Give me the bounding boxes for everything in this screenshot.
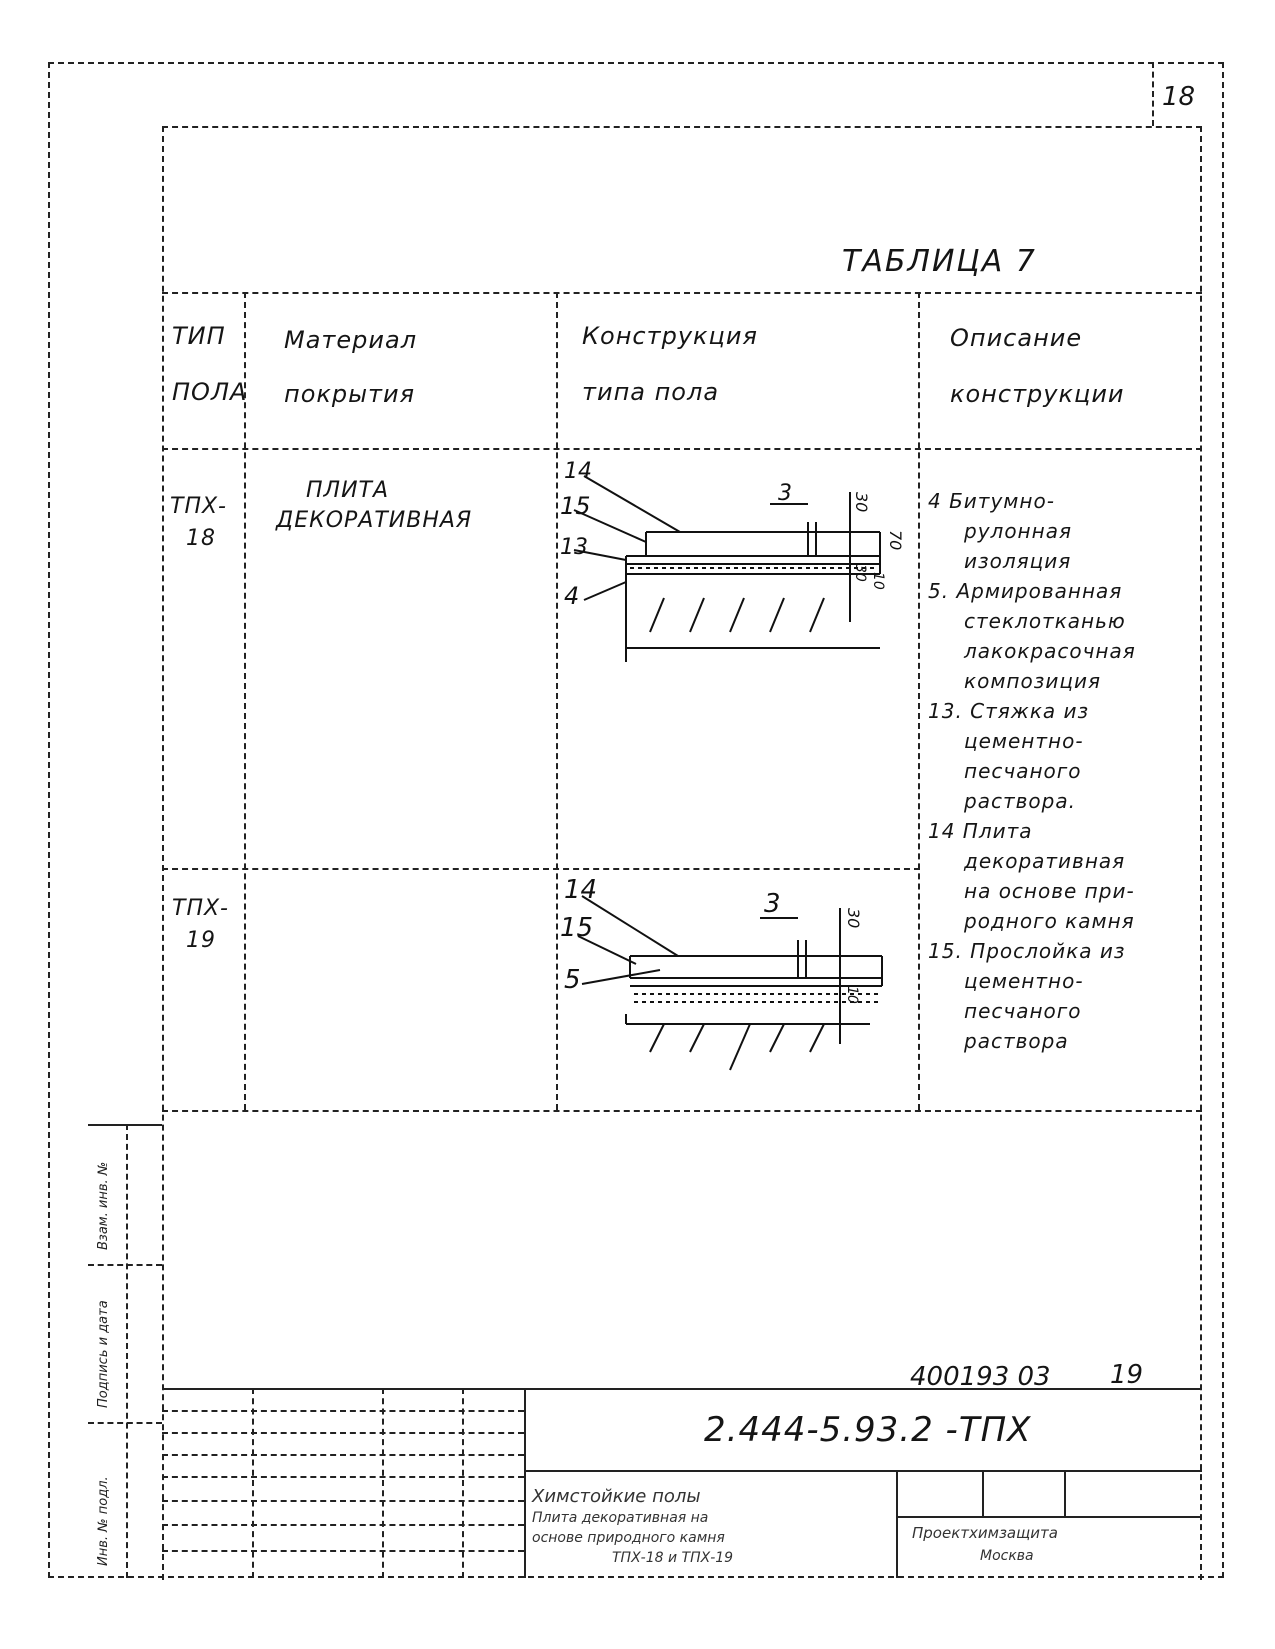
stamp-organization-line2: Москва [980, 1548, 1034, 1564]
stamp-caption-line1: Химстойкие полы [532, 1486, 701, 1507]
sketch2-label-14: 14 [564, 875, 598, 905]
row2-type-line1: ТПХ- [172, 896, 229, 921]
stamp-grid-line [162, 1500, 524, 1502]
side-label-top [88, 1124, 162, 1126]
page-number: 18 [1162, 82, 1196, 112]
stamp-grid-line [162, 1454, 524, 1456]
stamp-left-divider [524, 1388, 526, 1578]
header-description-line2: конструкции [950, 380, 1125, 408]
sketch1-dim-70: 70 [886, 530, 905, 551]
description-line: 5. Армированная [928, 579, 1123, 603]
stamp-code-bottom-line [524, 1470, 1202, 1472]
sketch1-dim-30-top: 30 [852, 492, 871, 513]
stamp-top-line [162, 1388, 1202, 1390]
side-label-replacement: Взам. инв. № [96, 1161, 111, 1250]
stamp-caption-divider [896, 1470, 898, 1578]
stamp-grid-line [162, 1550, 524, 1552]
stamp-grid-line [162, 1476, 524, 1478]
stamp-sheet-divider-2 [1064, 1470, 1066, 1516]
sketch2-dim-30: 30 [844, 908, 863, 929]
description-line: рулонная [964, 519, 1072, 543]
sketch2-label-5: 5 [564, 965, 581, 995]
description-line: 4 Битумно- [928, 489, 1055, 513]
description-line: композиция [964, 669, 1101, 693]
stamp-sheet-divider-1 [982, 1470, 984, 1516]
sketch2-dim-3: 3 [764, 889, 781, 919]
description-line: на основе при- [964, 879, 1135, 903]
table-bottom-line [162, 1110, 1202, 1112]
row1-type-line1: ТПХ- [170, 494, 227, 519]
description-line: песчаного [964, 759, 1082, 783]
sketch1-dim-10: 10 [870, 572, 886, 590]
floor-section-sketch-1 [560, 452, 916, 662]
row1-material-line1: ПЛИТА [306, 478, 390, 503]
description-line: раствора. [964, 789, 1076, 813]
description-line: стеклотканью [964, 609, 1126, 633]
side-label-signature-date: Подпись и дата [96, 1300, 111, 1408]
sketch1-dim-30-bottom: 30 [852, 564, 868, 582]
col-divider-1 [244, 292, 246, 1110]
stamp-grid-line [162, 1524, 524, 1526]
description-line: лакокрасочная [964, 639, 1136, 663]
stamp-caption-line4: ТПХ-18 и ТПХ-19 [612, 1550, 734, 1566]
stamp-grid-col [252, 1388, 254, 1578]
description-line: 13. Стяжка из [928, 699, 1090, 723]
side-label-divider [126, 1124, 128, 1578]
row-divider [162, 868, 920, 870]
header-material-line1: Материал [284, 326, 418, 354]
sketch1-label-13: 13 [560, 535, 588, 560]
stamp-grid-line [162, 1410, 524, 1412]
header-bottom-line [162, 448, 1202, 450]
description-line: 15. Прослойка из [928, 939, 1126, 963]
floor-section-sketch-2 [560, 874, 916, 1094]
description-line: декоративная [964, 849, 1126, 873]
side-label-split-1 [88, 1264, 162, 1266]
header-description-line1: Описание [950, 324, 1083, 352]
sketch1-dim-3: 3 [778, 481, 792, 506]
side-label-inventory: Инв. № подл. [96, 1476, 111, 1566]
side-label-split-2 [88, 1422, 162, 1424]
stamp-grid-col [462, 1388, 464, 1578]
header-material-line2: покрытия [284, 380, 416, 408]
description-line: изоляция [964, 549, 1072, 573]
row1-material-line2: ДЕКОРАТИВНАЯ [276, 508, 473, 533]
stamp-caption-line3: основе природного камня [532, 1530, 725, 1546]
stamp-organization-line1: Проектхимзащита [912, 1524, 1058, 1542]
sketch2-label-15: 15 [560, 913, 594, 943]
description-line: цементно- [964, 729, 1084, 753]
description-line: песчаного [964, 999, 1082, 1023]
row1-type-line2: 18 [186, 526, 216, 551]
header-construction-line1: Конструкция [582, 322, 758, 350]
page-number-divider [1152, 62, 1154, 126]
stamp-code: 2.444-5.93.2 -ТПХ [704, 1410, 1032, 1450]
row2-type-line2: 19 [186, 928, 216, 953]
stamp-org-line [896, 1516, 1202, 1518]
sketch1-label-15: 15 [560, 492, 591, 520]
description-line: раствора [964, 1029, 1069, 1053]
col-divider-3 [918, 292, 920, 1110]
stamp-grid-line [162, 1432, 524, 1434]
stamp-caption-line2: Плита декоративная на [532, 1510, 709, 1526]
stamp-grid-col [382, 1388, 384, 1578]
sketch2-dim-10: 10 [844, 986, 860, 1004]
sheet-number: 19 [1110, 1360, 1144, 1390]
sketch1-label-4: 4 [564, 582, 580, 610]
col-divider-2 [556, 292, 558, 1110]
sketch1-label-14: 14 [564, 459, 592, 484]
description-line: родного камня [964, 909, 1135, 933]
header-type-line2: ПОЛА [172, 378, 248, 406]
construction-description [928, 486, 1136, 1056]
table-title: ТАБЛИЦА 7 [842, 244, 1037, 279]
description-line: 14 Плита [928, 819, 1033, 843]
table-top-line [162, 292, 1202, 294]
description-line: цементно- [964, 969, 1084, 993]
header-type-line1: ТИП [172, 322, 226, 350]
document-number: 400193 03 [910, 1362, 1051, 1392]
header-construction-line2: типа пола [582, 378, 720, 406]
